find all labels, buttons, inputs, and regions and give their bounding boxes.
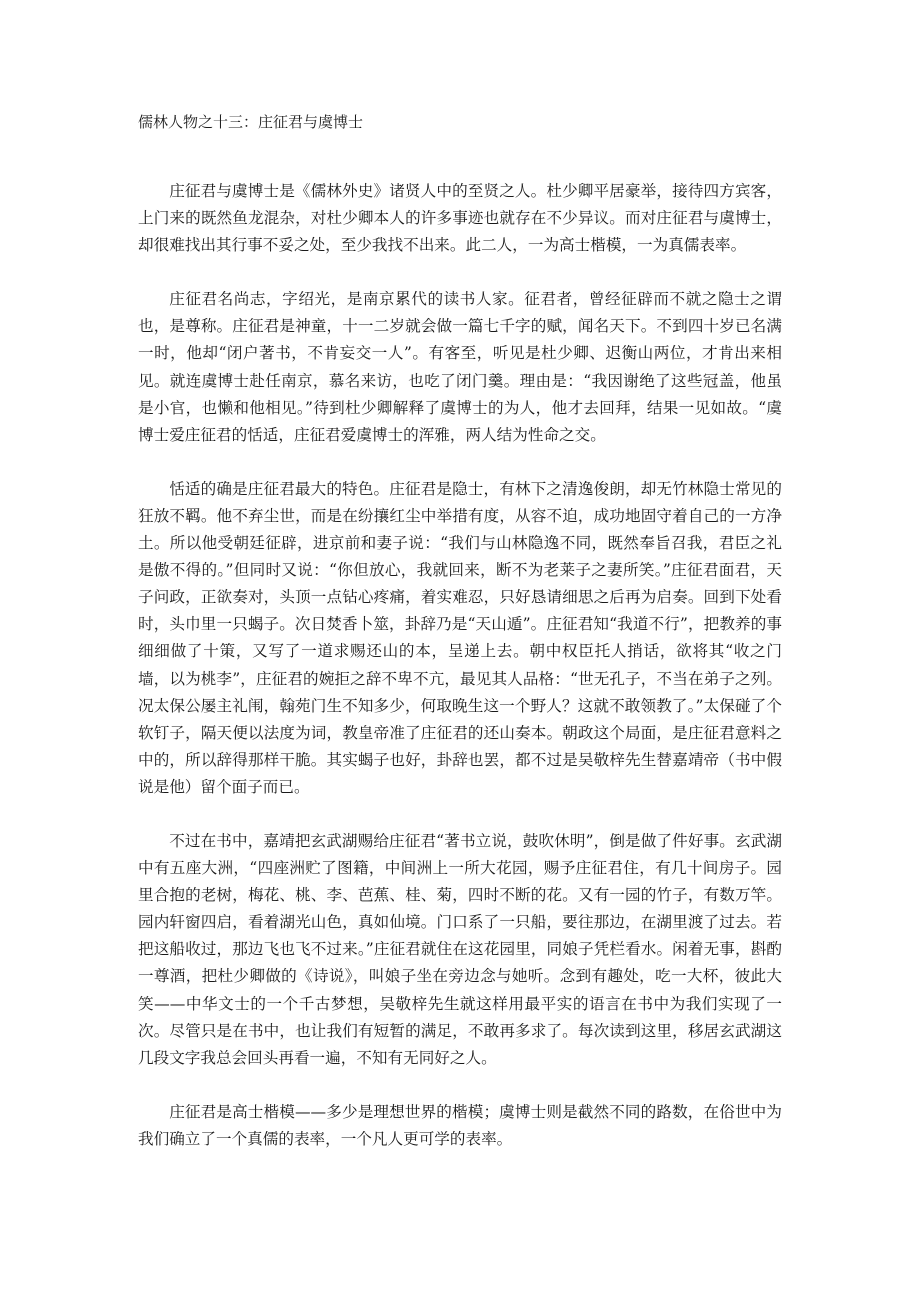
paragraph-4: 不过在书中，嘉靖把玄武湖赐给庄征君“著书立说，鼓吹休明”，倒是做了件好事。玄武湖中有五座大洲，“四座洲贮了图籍，中间洲上一所大花园，赐予庄征君住，有几十间房子。园里合抱的老树，梅花、桃、李、芭蕉、桂、菊，四时不断的花。又有一园的竹子，有数万竿。园内轩窗四启，看着湖光山色，真如仙境。门口系了一只船，要往那边，在湖里渡了过去。若把这船收过，那边飞也飞不过来。”庄征君就住在这花园里，同娘子凭栏看水。闲着无事，斟酌一尊酒，把杜少卿做的《诗说》，叫娘子坐在旁边念与她听。念到有趣处，吃一大杯，彼此大笑——中华文士的一个千古梦想，吴敬梓先生就这样用最平实的语言在书中为我们实现了一次。尽管只是在书中，也让我们有短暂的满足，不敢再多求了。每次读到这里，移居玄武湖这几段文字我总会回头再看一遍，不知有无同好之人。	[138, 831, 782, 1067]
paragraph-3: 恬适的确是庄征君最大的特色。庄征君是隐士，有林下之清逸俊朗，却无竹林隐士常见的狂放不羁。他不弃尘世，而是在纷攘红尘中举措有度，从容不迫，成功地固守着自己的一方净土。所以他受朝廷征辟，进京前和妻子说：“我们与山林隐逸不同，既然奉旨召我，君臣之礼是傲不得的。”但同时又说：“你但放心，我就回来，断不为老莱子之妻所笑。”庄征君面君，天子问政，正欲奏对，头顶一点钻心疼痛，着实难忍，只好恳请细思之后再为启奏。回到下处看时，头巾里一只蝎子。次日焚香卜筮，卦辞乃是“天山遁”。庄征君知“我道不行”，把教养的事细细做了十策，又写了一道求赐还山的本，呈递上去。朝中权臣托人捎话，欲将其“收之门墙，以为桃李”，庄征君的婉拒之辞不卑不亢，最见其人品格：“世无孔子，不当在弟子之列。况太保公屡主礼闱，翰苑门生不知多少，何取晚生这一个野人？这就不敢领教了。”太保碰了个软钉子，隔天便以法度为词，教皇帝准了庄征君的还山奏本。朝政这个局面，是庄征君意料之中的，所以辞得那样干脆。其实蝎子也好，卦辞也罢，都不过是吴敬梓先生替嘉靖帝（书中假说是他）留个面子而已。	[138, 479, 782, 796]
paragraph-5: 庄征君是高士楷模——多少是理想世界的楷模；虞博士则是截然不同的路数，在俗世中为我们确立了一个真儒的表率，一个凡人更可学的表率。	[138, 1102, 782, 1148]
paragraph-1: 庄征君与虞博士是《儒林外史》诸贤人中的至贤之人。杜少卿平居豪举，接待四方宾客，上门来的既然鱼龙混杂，对杜少卿本人的许多事迹也就存在不少异议。而对庄征君与虞博士，却很难找出其行事不妥之处，至少我找不出来。此二人，一为高士楷模，一为真儒表率。	[138, 182, 782, 255]
document-body	[138, 178, 782, 1180]
document-title: 儒林人物之十三：庄征君与虞博士	[138, 113, 364, 131]
paragraph-2: 庄征君名尚志，字绍光，是南京累代的读书人家。征君者，曾经征辟而不就之隐士之谓也，是尊称。庄征君是神童，十一二岁就会做一篇七千字的赋，闻名天下。不到四十岁已名满一时，他却“闭户著书，不肯妄交一人”。有客至，听见是杜少卿、迟衡山两位，才肯出来相见。就连虞博士赴任南京，慕名来访，也吃了闭门羹。理由是：“我因谢绝了这些冠盖，他虽是小官，也懒和他相见。”待到杜少卿解释了虞博士的为人，他才去回拜，结果一见如故。“虞博士爱庄征君的恬适，庄征君爱虞博士的浑雅，两人结为性命之交。	[138, 290, 782, 444]
